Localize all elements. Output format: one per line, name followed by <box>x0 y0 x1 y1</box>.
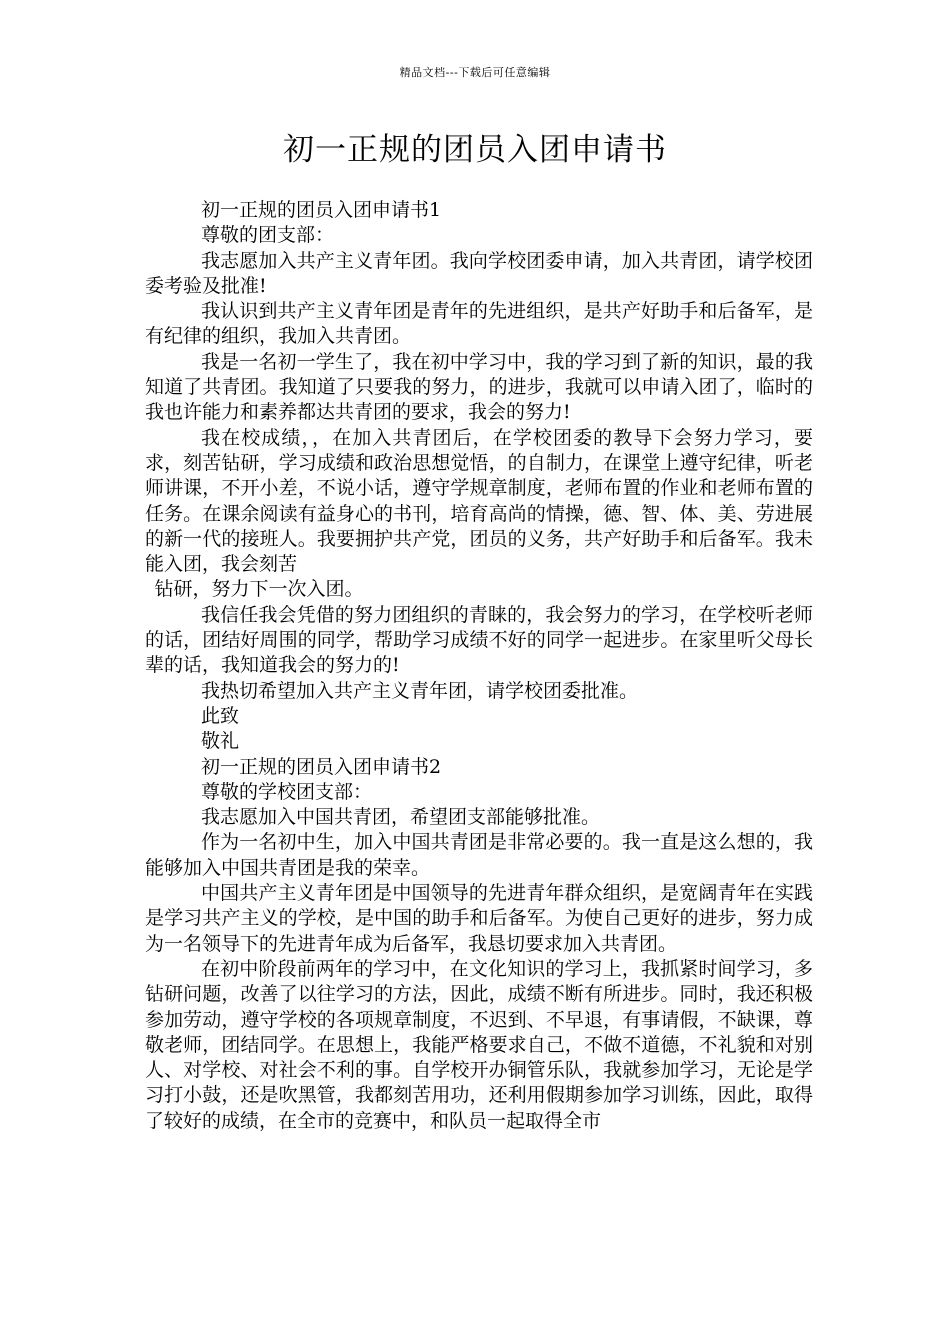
body-paragraph: 我志愿加入中国共青团，希望团支部能够批准。 <box>201 806 601 829</box>
closing-line: 此致 <box>201 704 240 727</box>
body-paragraph: 我认识到共产主义青年团是青年的先进组织，是共产好助手和后备军，是有纪律的组织，我加入共青团。 <box>145 300 813 348</box>
body-paragraph-continuation: 钻研，努力下一次入团。 <box>154 578 364 601</box>
document-body <box>145 198 813 1134</box>
body-paragraph: 我志愿加入共产主义青年团。我向学校团委申请，加入共青团，请学校团委考验及批准! <box>145 249 813 297</box>
document-title: 初一正规的团员入团申请书 <box>283 132 667 168</box>
body-paragraph: 在初中阶段前两年的学习中，在文化知识的学习上，我抓紧时间学习，多钻研问题，改善了以往学习的方法，因此，成绩不断有所进步。同时，我还积极参加劳动，遵守学校的各项规章制度，不迟到、不早退，有事请假，不缺课，尊敬老师，团结同学。在思想上，我能严格要求自己，不做不道德，不礼貌和对别人、对学校、对社会不利的事。自学校开办铜管乐队，我就参加学习，无论是学习打小鼓，还是吹黑管，我都刻苦用功，还利用假期参加学习训练，因此，取得了较好的成绩，在全市的竞赛中，和队员一起取得全市 <box>145 957 813 1132</box>
body-paragraph: 我信任我会凭借的努力团组织的青睐的，我会努力的学习，在学校听老师的话，团结好周围的同学，帮助学习成绩不好的同学一起进步。在家里听父母长辈的话，我知道我会的努力的! <box>145 603 813 677</box>
closing-line: 敬礼 <box>201 730 240 753</box>
body-paragraph: 中国共产主义青年团是中国领导的先进青年群众组织，是宽阔青年在实践是学习共产主义的学校，是中国的助手和后备军。为使自己更好的进步，努力成为一名领导下的先进青年成为后备军，我恳切要求加入共青团。 <box>145 882 813 955</box>
body-paragraph: 作为一名初中生，加入中国共青团是非常必要的。我一直是这么想的，我能够加入中国共青团是我的荣幸。 <box>145 831 813 879</box>
body-paragraph: 我热切希望加入共产主义青年团，请学校团委批准。 <box>201 679 639 702</box>
section-heading-1: 初一正规的团员入团申请书1 <box>201 199 442 221</box>
section-heading-2: 初一正规的团员入团申请书2 <box>201 755 442 778</box>
header-note: 精品文档---下载后可任意编辑 <box>399 66 551 79</box>
salutation: 尊敬的团支部： <box>201 224 335 247</box>
body-paragraph: 我在校成绩，，在加入共青团后，在学校团委的教导下会努力学习，要求，刻苦钻研，学习成绩和政治思想觉悟，的自制力，在课堂上遵守纪律，听老师讲课，不开小差，不说小话，遵守学规章制度，老师布置的作业和老师布置的任务。在课余阅读有益身心的书刊，培育高尚的情操，德、智、体、美、劳进展的新一代的接班人。我要拥护共产党，团员的义务，共产好助手和后备军。我未能入团，我会刻苦 <box>145 426 813 576</box>
salutation: 尊敬的学校团支部： <box>201 780 373 803</box>
body-paragraph: 我是一名初一学生了，我在初中学习中，我的学习到了新的知识，最的我知道了共青团。我知道了只要我的努力，的进步，我就可以申请入团了，临时的我也许能力和素养都达共青团的要求，我会的努力! <box>145 350 813 424</box>
